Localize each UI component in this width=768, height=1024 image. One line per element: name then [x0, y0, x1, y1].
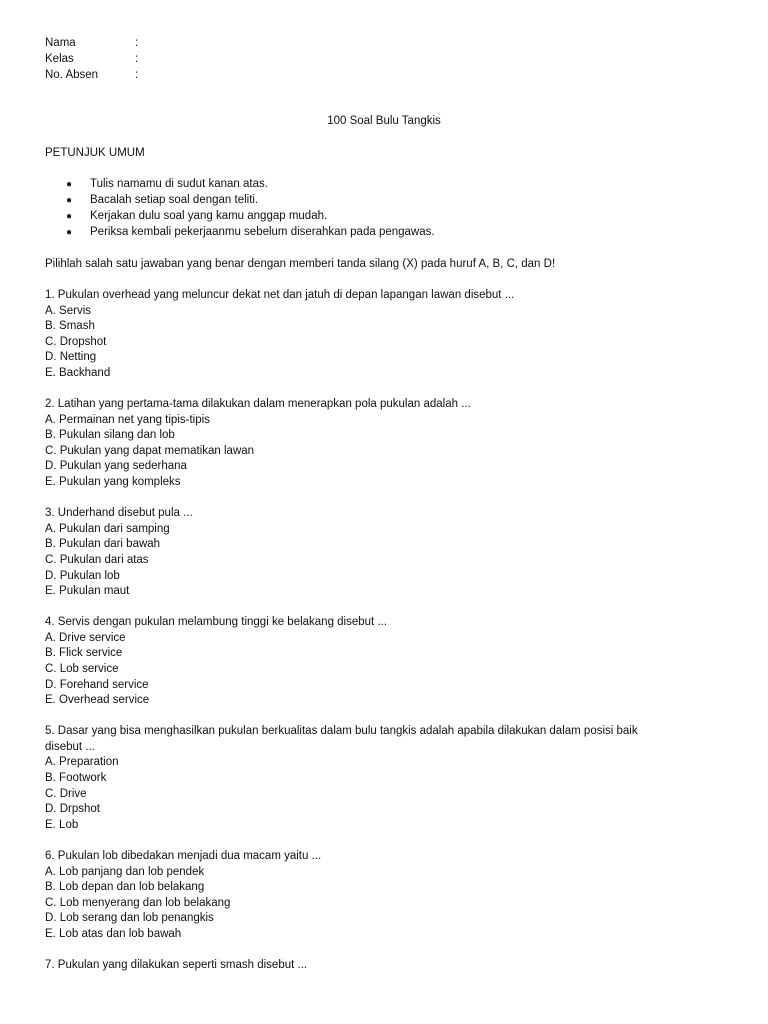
question-item: [45, 849, 725, 943]
answer-option: A. Pukulan dari samping: [45, 522, 170, 535]
question-item: [45, 958, 725, 974]
question-item: [45, 724, 725, 833]
answer-option: E. Overhead service: [45, 694, 150, 707]
list-item: [66, 193, 435, 209]
answer-option: B. Pukulan silang dan lob: [45, 429, 175, 442]
question-item: [45, 615, 725, 709]
field-nama: [45, 36, 138, 52]
list-item-text: Kerjakan dulu soal yang kamu anggap mudah.: [90, 210, 328, 222]
answer-option: D. Lob serang dan lob penangkis: [45, 912, 214, 925]
field-kelas: [45, 52, 138, 68]
answer-option: A. Preparation: [45, 756, 119, 769]
answer-option: E. Backhand: [45, 366, 111, 379]
list-item-text: Periksa kembali pekerjaanmu sebelum diserahkan pada pengawas.: [90, 226, 435, 238]
answer-option: B. Footwork: [45, 772, 107, 785]
question-text: 2. Latihan yang pertama-tama dilakukan dalam menerapkan pola pukulan adalah ...: [45, 398, 471, 411]
field-no-absen: [45, 68, 138, 84]
answer-option: D. Forehand service: [45, 678, 149, 691]
field-separator: :: [135, 69, 139, 81]
answer-option: A. Permainan net yang tipis-tipis: [45, 413, 210, 426]
instruction-list: [66, 177, 435, 241]
field-separator: :: [135, 37, 139, 49]
field-label: No. Absen: [45, 69, 99, 81]
bullet-icon: ●: [66, 211, 73, 222]
answer-option: B. Smash: [45, 320, 95, 333]
question-list: [45, 288, 725, 989]
list-item: [66, 225, 435, 241]
answer-option: C. Drive: [45, 787, 87, 800]
question-text: 3. Underhand disebut pula ...: [45, 507, 193, 520]
list-item: [66, 177, 435, 193]
question-item: [45, 397, 725, 491]
answer-instruction: Pilihlah salah satu jawaban yang benar dengan memberi tanda silang (X) pada huruf A, B, C, dan D!: [45, 258, 556, 270]
question-text: 6. Pukulan lob dibedakan menjadi dua macam yaitu ...: [45, 849, 322, 862]
answer-option: E. Lob atas dan lob bawah: [45, 927, 182, 940]
answer-option: B. Lob depan dan lob belakang: [45, 881, 205, 894]
answer-option: D. Drpshot: [45, 803, 100, 816]
question-text: 5. Dasar yang bisa menghasilkan pukulan berkualitas dalam bulu tangkis adalah apabila dilakukan dalam posisi baik: [45, 725, 638, 738]
list-item-text: Bacalah setiap soal dengan teliti.: [90, 194, 259, 206]
question-item: [45, 506, 725, 600]
answer-option: C. Pukulan yang dapat mematikan lawan: [45, 444, 255, 457]
answer-option: D. Netting: [45, 351, 97, 364]
field-label: Nama: [45, 37, 76, 49]
answer-option: C. Pukulan dari atas: [45, 553, 149, 566]
answer-option: C. Dropshot: [45, 335, 107, 348]
question-text: 7. Pukulan yang dilakukan seperti smash disebut ...: [45, 958, 308, 971]
answer-option: E. Pukulan maut: [45, 585, 130, 598]
answer-option: E. Pukulan yang kompleks: [45, 476, 181, 489]
list-item: [66, 209, 435, 225]
question-item: [45, 288, 725, 382]
answer-option: A. Lob panjang dan lob pendek: [45, 865, 205, 878]
question-text: 4. Servis dengan pukulan melambung tinggi ke belakang disebut ...: [45, 616, 388, 629]
bullet-icon: ●: [66, 227, 73, 238]
answer-option: A. Servis: [45, 304, 92, 317]
field-separator: :: [135, 53, 139, 65]
field-label: Kelas: [45, 53, 74, 65]
answer-option: C. Lob service: [45, 662, 119, 675]
document-title: 100 Soal Bulu Tangkis: [327, 115, 441, 127]
question-text: 1. Pukulan overhead yang meluncur dekat net dan jatuh di depan lapangan lawan disebut ...: [45, 289, 515, 301]
list-item-text: Tulis namamu di sudut kanan atas.: [90, 178, 268, 190]
answer-option: B. Flick service: [45, 647, 123, 660]
answer-option: D. Pukulan lob: [45, 569, 120, 582]
answer-option: E. Lob: [45, 818, 79, 831]
bullet-icon: ●: [66, 179, 73, 190]
answer-option: D. Pukulan yang sederhana: [45, 460, 187, 473]
student-info-header: [45, 36, 138, 84]
bullet-icon: ●: [66, 195, 73, 206]
answer-option: A. Drive service: [45, 631, 126, 644]
answer-option: C. Lob menyerang dan lob belakang: [45, 896, 231, 909]
question-text: disebut ...: [45, 740, 95, 753]
answer-option: B. Pukulan dari bawah: [45, 538, 161, 551]
general-instructions-heading: PETUNJUK UMUM: [45, 147, 145, 159]
